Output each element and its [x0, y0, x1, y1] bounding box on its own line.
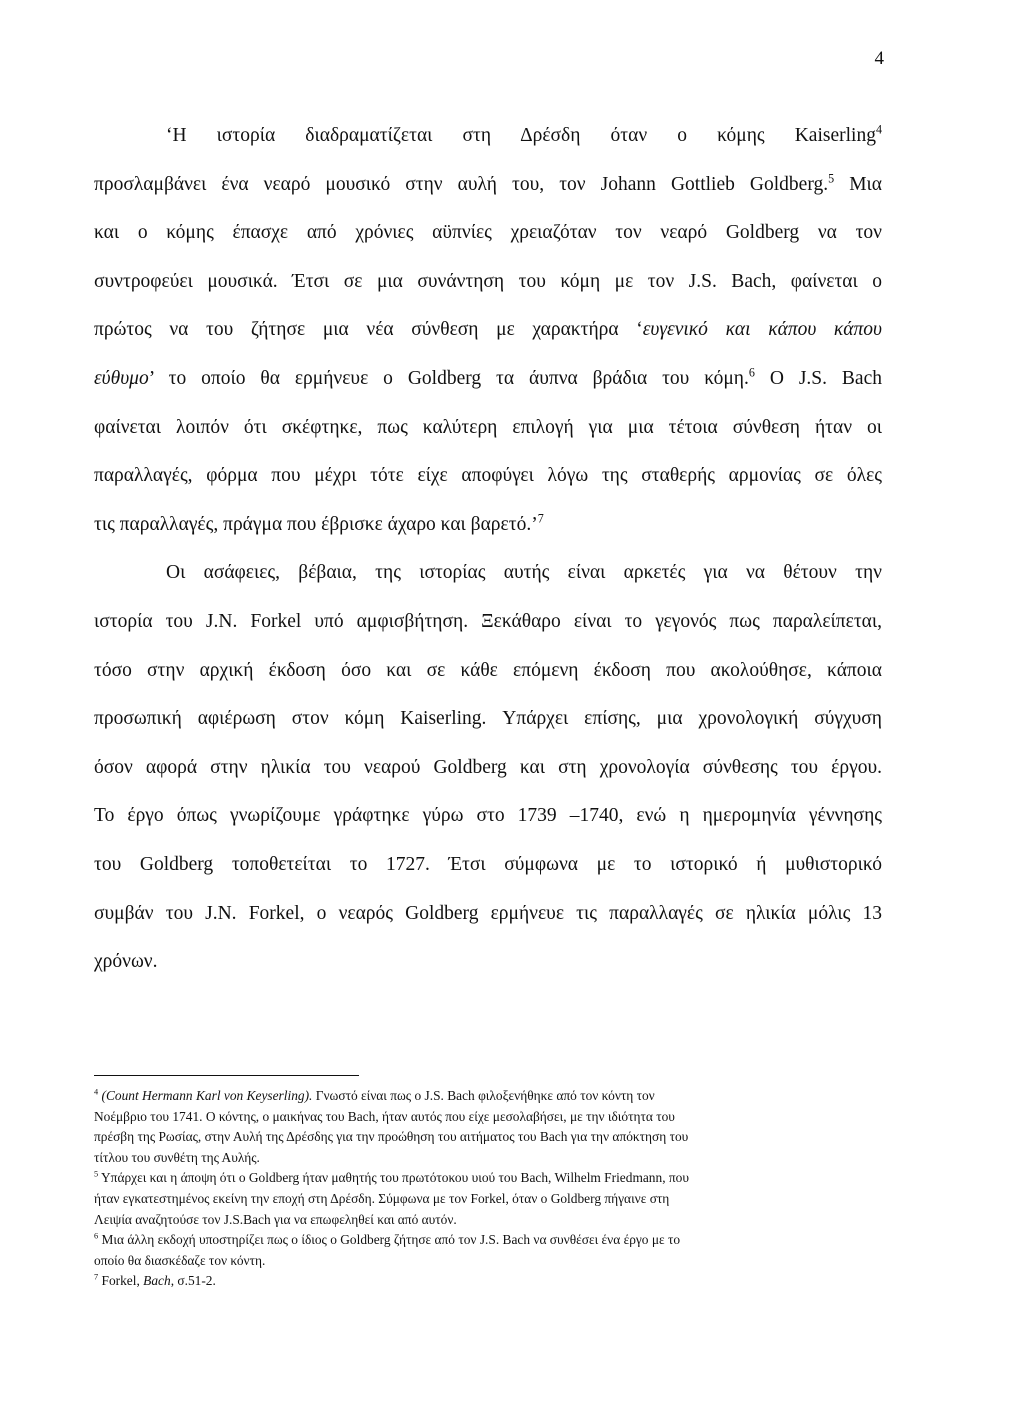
page-number: 4 [874, 48, 884, 69]
body-line: πρώτος να του ζήτησε μια νέα σύνθεση με χαρακτήρα ‘ευγενικό και κάπου κάπου [94, 319, 882, 341]
footnote-line: Λειψία αναζητούσε τον J.S.Bach για να επωφεληθεί και από αυτόν. [94, 1211, 457, 1227]
body-line: προσωπική αφιέρωση στον κόμη Kaiserling. Υπάρχει επίσης, μια χρονολογική σύγχυση [94, 708, 882, 730]
body-line: εύθυμο’ το οποίο θα ερμήνευε ο Goldberg τα άυπνα βράδια του κόμη.$^6$ O J.S. Bach [94, 365, 882, 389]
body-line: όσον αφορά στην ηλικία του νεαρού Goldberg και στη χρονολογία σύνθεσης του έργου. [94, 756, 882, 778]
body-line: συντροφεύει μουσικά. Έτσι σε μια συνάντηση του κόμη με τον J.S. Bach, φαίνεται ο [94, 270, 882, 292]
body-line: Οι ασάφειες, βέβαια, της ιστορίας αυτής είναι αρκετές για να θέτουν την [166, 562, 882, 584]
body-line: του Goldberg τοποθετείται το 1727. Έτσι σύμφωνα με το ιστορικό ή μυθιστορικό [94, 853, 882, 875]
body-line: παραλλαγές, φόρμα που μέχρι τότε είχε αποφύγει λόγω της σταθερής αρμονίας σε όλες [94, 465, 882, 487]
body-line: τόσο στην αρχική έκδοση όσο και σε κάθε επόμενη έκδοση που ακολούθησε, κάποια [94, 659, 882, 681]
body-line: και ο κόμης έπασχε από χρόνιες αϋπνίες χρειαζόταν τον νεαρό Goldberg να τον [94, 222, 882, 244]
body-line: Το έργο όπως γνωρίζουμε γράφτηκε γύρω στο 1739 –1740, ενώ η ημερομηνία γέννησης [94, 805, 882, 827]
footnote-line: πρέσβη της Ρωσίας, στην Αυλή της Δρέσδης για την προώθηση του αιτήματος του Bach για την απόκτηση του [94, 1129, 689, 1145]
body-line: προσλαμβάνει ένα νεαρό μουσικό στην αυλή του, τον Johann Gottlieb Goldberg.$^5$ Μια [94, 171, 882, 195]
body-line: ιστορία του J.N. Forkel υπό αμφισβήτηση. Ξεκάθαρο είναι το γεγονός πως παραλείπεται, [94, 610, 882, 632]
body-line: χρόνων. [94, 951, 158, 973]
footnotes [94, 1086, 884, 1292]
footnote-line: $^5$ Υπάρχει και η άποψη ότι ο Goldberg ήταν μαθητής του πρωτότοκου υιού του Bach, Wilhelm Friedmann, που [94, 1169, 689, 1186]
footnote-line: $^7$ Forkel, Bach, σ.51-2. [94, 1272, 216, 1289]
main-body-text [94, 112, 882, 987]
body-line: φαίνεται λοιπόν ότι σκέφτηκε, πως καλύτερη επιλογή για μια τέτοια σύνθεση ήταν οι [94, 416, 882, 438]
footnote-separator [94, 1075, 359, 1076]
body-line: συμβάν του J.N. Forkel, ο νεαρός Goldberg ερμήνευε τις παραλλαγές σε ηλικία μόλις 13 [94, 902, 882, 924]
footnote-line: ήταν εγκατεστημένος εκείνη την εποχή στη Δρέσδη. Σύμφωνα με τον Forkel, όταν ο Goldberg πήγαινε στη [94, 1190, 670, 1206]
body-line: τις παραλλαγές, πράγμα που έβρισκε άχαρο και βαρετό.’$^7$ [94, 511, 544, 535]
body-line: ‘Η ιστορία διαδραματίζεται στη Δρέσδη όταν ο κόμης Kaiserling$^4$ [166, 122, 882, 146]
footnote-line: Νοέμβριο του 1741. Ο κόντης, ο μαικήνας του Bach, ήταν αυτός που είχε μεσολαβήσει, με την ιδιότητα του [94, 1108, 675, 1124]
footnote-line: τίτλου του συνθέτη της Αυλής. [94, 1149, 260, 1165]
footnote-line: $^4$ (Count Hermann Karl von Keyserling). Γνωστό είναι πως ο J.S. Bach φιλοξενήθηκε από τον κόντη τον [94, 1087, 655, 1103]
footnote-line: $^6$ Μια άλλη εκδοχή υποστηρίζει πως ο ίδιος ο Goldberg ζήτησε από τον J.S. Bach να συνθέσει ένα έργο με το [94, 1231, 681, 1248]
footnote-line: οποίο θα διασκέδαζε τον κόντη. [94, 1252, 266, 1268]
